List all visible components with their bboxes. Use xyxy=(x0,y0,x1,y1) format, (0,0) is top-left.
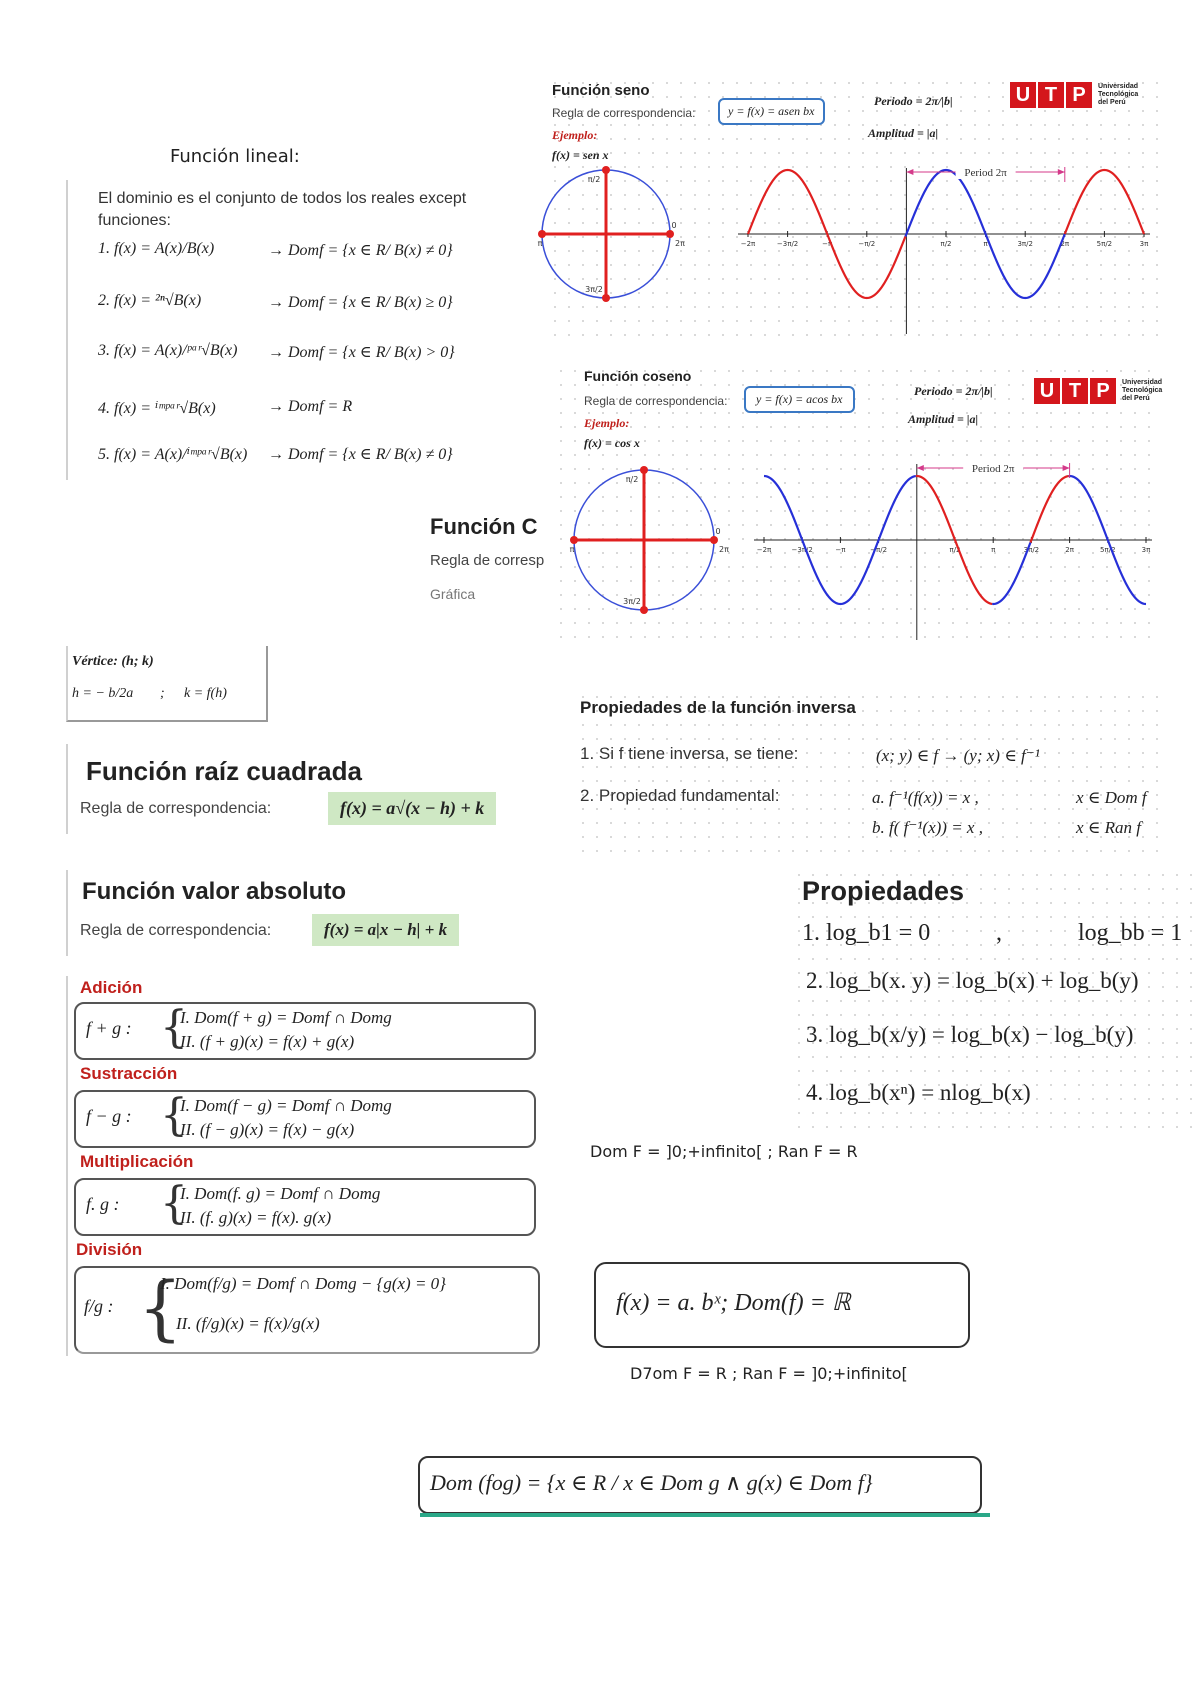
log-p1a: 1. log_b1 = 0 xyxy=(802,920,931,946)
circle-point-0 xyxy=(640,466,648,474)
mult-box xyxy=(74,1178,536,1236)
suma-l2: II. (f + g)(x) = f(x) + g(x) xyxy=(180,1032,355,1051)
log-panel xyxy=(792,868,1196,1132)
vertice-sep: ; xyxy=(160,686,165,701)
graph-tick-label-8: 5π/2 xyxy=(1096,240,1113,248)
inversa-p2a-dom: x ∈ Dom f xyxy=(1076,788,1147,807)
logo-text xyxy=(1122,379,1162,403)
coseno-rule-box: y = f(x) = acos bx xyxy=(744,386,855,413)
div-l1: I. Dom(f/g) = Domf ∩ Domg − {g(x) = 0} xyxy=(160,1274,446,1293)
coseno-rule-label: Regla de correspondencia: xyxy=(584,394,728,408)
compuesta-underline xyxy=(420,1513,990,1517)
lineal-panel xyxy=(66,180,516,480)
suma-brace: { xyxy=(160,1002,188,1053)
label-three-pi-half: 3π/2 xyxy=(623,597,641,606)
seno-panel xyxy=(537,76,1160,338)
lineal-item-2-domain: → Domf = {x ∈ R/ B(x) ≥ 0} xyxy=(268,294,453,311)
logo-letter-t: T xyxy=(1038,82,1064,108)
mult-l1: I. Dom(f. g) = Domf ∩ Domg xyxy=(180,1184,381,1203)
cuad-graph-label: Gráfica xyxy=(430,586,476,602)
coseno-utp-logo xyxy=(1034,378,1162,404)
label-three-pi-half: 3π/2 xyxy=(585,285,603,294)
graph-tick-label-2: −π xyxy=(822,240,833,248)
operaciones-panel xyxy=(66,976,548,1356)
curve-segment-2 xyxy=(1065,170,1144,234)
graph-tick-label-1: −3π/2 xyxy=(776,240,799,248)
logo-letter-u: U xyxy=(1034,378,1060,404)
period-label: Period 2π xyxy=(964,167,1007,179)
logo-text-3: del Perú xyxy=(1098,99,1126,106)
inversa-p2b: b. f( f⁻¹(x)) = x , xyxy=(872,818,983,837)
seno-rule-box: y = f(x) = asen bx xyxy=(718,98,825,125)
resta-l2: II. (f − g)(x) = f(x) − g(x) xyxy=(180,1120,355,1139)
curve-segment-3 xyxy=(1030,476,1068,542)
lineal-item-5-domain: → Domf = {x ∈ R/ B(x) ≠ 0} xyxy=(268,446,453,463)
logo-letter-p: P xyxy=(1066,82,1092,108)
seno-rule-label: Regla de correspondencia: xyxy=(552,106,696,120)
graph-tick-label-6: 3π/2 xyxy=(1023,546,1040,554)
inversa-p1: (x; y) ∈ f → (y; x) ∈ f⁻¹ xyxy=(876,746,1040,765)
coseno-example-label: Ejemplo: xyxy=(584,416,630,430)
coseno-title: Función coseno xyxy=(584,368,692,384)
suma-l1: I. Dom(f + g) = Domf ∩ Domg xyxy=(180,1008,392,1027)
cuad-title: Función C xyxy=(430,514,538,539)
graph-tick-label-3: −π/2 xyxy=(858,240,876,248)
circle-point-2 xyxy=(570,536,578,544)
lineal-title: Función lineal: xyxy=(170,146,300,167)
lineal-intro: El dominio es el conjunto de todos los reales except xyxy=(98,190,467,207)
vertice-k: k = f(h) xyxy=(184,686,227,701)
suma-box xyxy=(74,1002,536,1060)
suma-name: f + g : xyxy=(86,1018,132,1038)
lineal-item-2-formula: 2. f(x) = ²ⁿ√B(x) xyxy=(98,292,202,309)
graph-tick-label-1: −3π/2 xyxy=(791,546,813,554)
absoluto-panel xyxy=(66,870,528,956)
lineal-item-1-domain: → Domf = {x ∈ R/ B(x) ≠ 0} xyxy=(268,242,453,259)
logo-letter-t: T xyxy=(1062,378,1088,404)
circle-point-1 xyxy=(710,536,718,544)
graph-tick-label-0: −2π xyxy=(756,546,772,554)
resta-name: f − g : xyxy=(86,1106,132,1126)
period-arrow-head-left xyxy=(917,465,924,471)
inversa-p2-label: 2. Propiedad fundamental: xyxy=(580,786,780,805)
inversa-panel xyxy=(576,690,1166,856)
label-two-pi: 2π xyxy=(675,239,685,248)
inversa-p2b-dom: x ∈ Ran f xyxy=(1076,818,1141,837)
period-label: Period 2π xyxy=(971,463,1015,475)
circle-point-3 xyxy=(640,606,648,614)
label-pi-half: π/2 xyxy=(625,475,639,484)
circle-point-2 xyxy=(538,230,546,238)
lineal-item-3-domain: → Domf = {x ∈ R/ B(x) > 0} xyxy=(268,344,455,361)
raiz-rule: f(x) = a√(x − h) + k xyxy=(328,792,496,825)
log-p3: 3. log_b(x/y) = log_b(x) − log_b(y) xyxy=(806,1022,1134,1047)
div-name: f/g : xyxy=(84,1296,114,1316)
label-zero: 0 xyxy=(715,527,721,536)
logo-text-2: Tecnológica xyxy=(1122,387,1163,394)
mult-l2: II. (f. g)(x) = f(x). g(x) xyxy=(180,1208,332,1227)
graph-tick-label-5: π xyxy=(983,240,988,248)
vertice-title: Vértice: (h; k) xyxy=(72,654,154,669)
circle-point-1 xyxy=(666,230,674,238)
logo-text xyxy=(1098,83,1138,107)
graph-tick-label-7: 2π xyxy=(1060,240,1070,248)
graph-tick-label-7: 2π xyxy=(1065,546,1074,554)
compuesta-box xyxy=(418,1456,982,1514)
label-pi-half: π/2 xyxy=(587,175,601,184)
lineal-item-5-formula: 5. f(x) = A(x)/ⁱᵐᵖᵃʳ√B(x) xyxy=(98,446,248,463)
coseno-amplitude: Amplitud = |a| xyxy=(908,412,979,426)
log-title: Propiedades xyxy=(802,876,965,906)
coseno-graph xyxy=(554,460,1160,644)
logo-text-3: del Perú xyxy=(1122,395,1150,402)
seno-period: Periodo = 2π/|b| xyxy=(874,94,953,108)
seno-utp-logo xyxy=(1010,82,1138,108)
log-p1b: log_bb = 1 xyxy=(1078,920,1183,946)
lineal-item-4-formula: 4. f(x) = ⁱᵐᵖᵃʳ√B(x) xyxy=(98,400,216,417)
period-arrow-head-left xyxy=(906,169,913,175)
log-p2: 2. log_b(x. y) = log_b(x) + log_b(y) xyxy=(806,968,1139,993)
graph-tick-label-4: π/2 xyxy=(940,240,952,248)
seno-title: Función seno xyxy=(552,82,650,99)
label-pi: π xyxy=(569,545,575,554)
div-l2: II. (f/g)(x) = f(x)/g(x) xyxy=(176,1314,320,1333)
log-p4: 4. log_b(xⁿ) = nlog_b(x) xyxy=(806,1080,1031,1105)
period-arrow-head-right xyxy=(1063,465,1070,471)
logo-letter-p: P xyxy=(1090,378,1116,404)
graph-tick-label-2: −π xyxy=(835,546,846,554)
graph-tick-label-9: 3π xyxy=(1139,240,1149,248)
inversa-p2a: a. f⁻¹(f(x)) = x , xyxy=(872,788,979,807)
logo-text-1: Universidad xyxy=(1122,379,1163,386)
compuesta-formula: Dom (fog) = {x ∈ R / x ∈ Dom g ∧ g(x) ∈ Dom f} xyxy=(430,1470,873,1495)
inversa-p1-label: 1. Si f tiene inversa, se tiene: xyxy=(580,744,799,763)
div-title: División xyxy=(76,1240,143,1259)
log-p1-sep: , xyxy=(996,920,1002,946)
suma-title: Adición xyxy=(80,978,143,997)
div-box xyxy=(74,1266,540,1354)
seno-graph xyxy=(537,164,1160,338)
seno-amplitude: Amplitud = |a| xyxy=(868,126,939,140)
seno-example: f(x) = sen x xyxy=(552,148,609,162)
resta-l1: I. Dom(f − g) = Domf ∩ Domg xyxy=(180,1096,392,1115)
raiz-panel xyxy=(66,744,528,834)
resta-title: Sustracción xyxy=(80,1064,178,1083)
circle-point-0 xyxy=(602,166,610,174)
log-domain-text: Dom F = ]0;+infinito[ ; Ran F = R xyxy=(590,1142,858,1161)
graph-tick-label-6: 3π/2 xyxy=(1017,240,1033,248)
circle-point-3 xyxy=(602,294,610,302)
coseno-period: Periodo = 2π/|b| xyxy=(914,384,993,398)
mult-name: f. g : xyxy=(86,1194,120,1214)
logo-text-2: Tecnológica xyxy=(1098,91,1139,98)
lineal-item-3-formula: 3. f(x) = A(x)/ᵖᵃʳ√B(x) xyxy=(98,342,238,359)
lineal-intro2: funciones: xyxy=(98,212,171,229)
graph-tick-label-9: 3π xyxy=(1141,546,1151,554)
cuad-rule: Regla de corresp xyxy=(430,552,545,569)
exponencial-domain: D7om F = R ; Ran F = ]0;+infinito[ xyxy=(630,1364,908,1383)
absoluto-rule: f(x) = a|x − h| + k xyxy=(312,914,459,946)
resta-brace: { xyxy=(160,1090,188,1141)
inversa-title: Propiedades de la función inversa xyxy=(580,698,856,717)
graph-tick-label-8: 5π/2 xyxy=(1100,546,1116,554)
raiz-rule-label: Regla de correspondencia: xyxy=(80,800,272,817)
resta-box xyxy=(74,1090,536,1148)
exponencial-formula: f(x) = a. bˣ; Dom(f) = ℝ xyxy=(616,1290,851,1316)
label-pi: π xyxy=(537,239,543,248)
lineal-item-4-domain: → Domf = R xyxy=(268,398,353,415)
coseno-example: f(x) = cos x xyxy=(584,436,640,450)
mult-title: Multiplicación xyxy=(80,1152,194,1171)
vertice-h: h = − b/2a xyxy=(72,686,134,701)
graph-tick-label-4: π/2 xyxy=(949,546,961,554)
absoluto-rule-label: Regla de correspondencia: xyxy=(80,922,272,939)
period-arrow-head-right xyxy=(1058,169,1065,175)
graph-tick-label-3: −π/2 xyxy=(870,546,888,554)
exponencial-box xyxy=(594,1262,970,1348)
coseno-panel xyxy=(554,364,1163,644)
seno-example-label: Ejemplo: xyxy=(552,128,598,142)
logo-text-1: Universidad xyxy=(1098,83,1139,90)
lineal-item-1-formula: 1. f(x) = A(x)/B(x) xyxy=(98,240,215,257)
label-zero: 0 xyxy=(671,221,677,230)
vertice-box xyxy=(66,646,268,722)
absoluto-title: Función valor absoluto xyxy=(82,878,347,905)
logo-letter-u: U xyxy=(1010,82,1036,108)
mult-brace: { xyxy=(160,1178,188,1229)
raiz-title: Función raíz cuadrada xyxy=(86,756,362,786)
graph-tick-label-0: −2π xyxy=(740,240,756,248)
graph-tick-label-5: π xyxy=(991,546,996,554)
div-brace: { xyxy=(138,1267,183,1349)
label-two-pi: 2π xyxy=(719,545,729,554)
